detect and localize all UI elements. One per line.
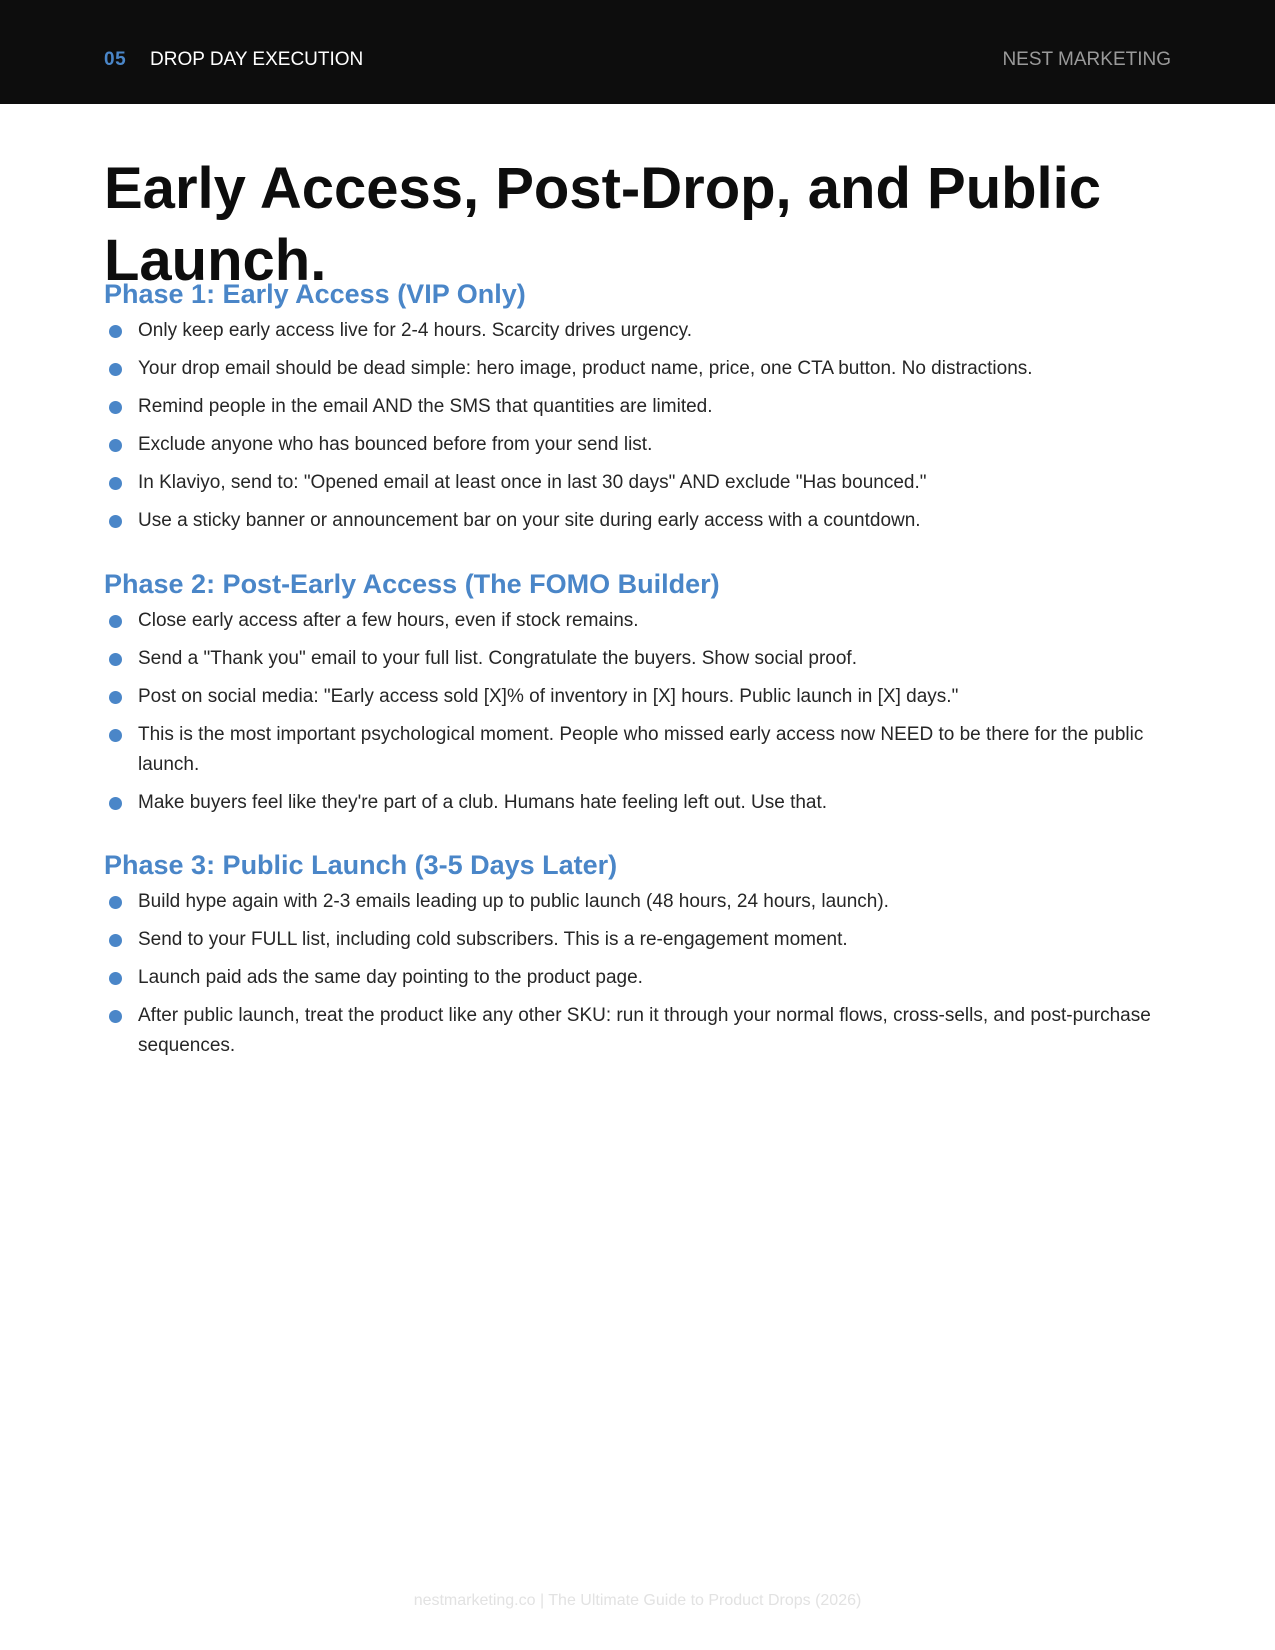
list-item-text: Only keep early access live for 2-4 hours. Scarcity drives urgency.: [138, 320, 693, 341]
list-item-text: After public launch, treat the product like any other SKU: run it through your normal flows, cross-sells, and post-purchase sequences.: [138, 1005, 1151, 1056]
list-item: [104, 468, 1184, 498]
list-item-text: Your drop email should be dead simple: hero image, product name, price, one CTA button. No distractions.: [138, 358, 1033, 379]
bullet-list: [104, 316, 1184, 536]
list-item-text: In Klaviyo, send to: "Opened email at least once in last 30 days" AND exclude "Has bounced.": [138, 472, 927, 493]
bullet-dot-icon: [109, 797, 122, 810]
list-item-text: Send a "Thank you" email to your full list. Congratulate the buyers. Show social proof.: [138, 648, 857, 669]
list-item-text: Send to your FULL list, including cold subscribers. This is a re-engagement moment.: [138, 929, 848, 950]
section-number: 05: [104, 49, 127, 70]
bullet-dot-icon: [109, 363, 122, 376]
bullet-dot-icon: [109, 972, 122, 985]
bullet-list: [104, 887, 1184, 1061]
list-item: [104, 963, 1184, 993]
list-item: [104, 392, 1184, 422]
list-item-text: This is the most important psychological moment. People who missed early access now NEED to be there for the public launch.: [138, 724, 1144, 775]
bullet-dot-icon: [109, 615, 122, 628]
list-item: [104, 925, 1184, 955]
list-item-text: Post on social media: "Early access sold [X]% of inventory in [X] hours. Public launch in [X] days.": [138, 686, 959, 707]
bullet-dot-icon: [109, 515, 122, 528]
list-item: [104, 788, 1184, 818]
list-item: [104, 1001, 1184, 1061]
bullet-dot-icon: [109, 439, 122, 452]
phase-heading: Phase 1: Early Access (VIP Only): [104, 279, 526, 309]
list-item-text: Exclude anyone who has bounced before from your send list.: [138, 434, 653, 455]
list-item: [104, 316, 1184, 346]
phase-heading: Phase 3: Public Launch (3-5 Days Later): [104, 850, 618, 880]
brand-name: NEST MARKETING: [1002, 49, 1171, 70]
page-footer: nestmarketing.co | The Ultimate Guide to Product Drops (2026): [413, 1592, 862, 1609]
list-item: [104, 354, 1184, 384]
section-title: DROP DAY EXECUTION: [150, 49, 364, 70]
list-item: [104, 682, 1184, 712]
list-item-text: Close early access after a few hours, even if stock remains.: [138, 610, 639, 631]
list-item-text: Remind people in the email AND the SMS that quantities are limited.: [138, 396, 713, 417]
header-bar: [0, 0, 1275, 104]
bullet-dot-icon: [109, 1010, 122, 1023]
list-item: [104, 644, 1184, 674]
bullet-dot-icon: [109, 653, 122, 666]
list-item: [104, 887, 1184, 917]
bullet-dot-icon: [109, 729, 122, 742]
bullet-dot-icon: [109, 401, 122, 414]
bullet-dot-icon: [109, 691, 122, 704]
phase-section: [104, 849, 1184, 1069]
list-item: [104, 430, 1184, 460]
phase-section: [104, 278, 1184, 544]
bullet-dot-icon: [109, 934, 122, 947]
bullet-dot-icon: [109, 325, 122, 338]
list-item-text: Use a sticky banner or announcement bar on your site during early access with a countdown.: [138, 510, 921, 531]
list-item-text: Make buyers feel like they're part of a club. Humans hate feeling left out. Use that.: [138, 792, 828, 813]
bullet-dot-icon: [109, 896, 122, 909]
list-item: [104, 506, 1184, 536]
bullet-dot-icon: [109, 477, 122, 490]
list-item-text: Build hype again with 2-3 emails leading up to public launch (48 hours, 24 hours, launch).: [138, 891, 889, 912]
list-item: [104, 720, 1184, 780]
page-title: Early Access, Post-Drop, and Public Launch.: [104, 156, 1102, 293]
phase-heading: Phase 2: Post-Early Access (The FOMO Builder): [104, 569, 720, 599]
list-item: [104, 606, 1184, 636]
bullet-list: [104, 606, 1184, 818]
list-item-text: Launch paid ads the same day pointing to the product page.: [138, 967, 643, 988]
phase-section: [104, 568, 1184, 826]
